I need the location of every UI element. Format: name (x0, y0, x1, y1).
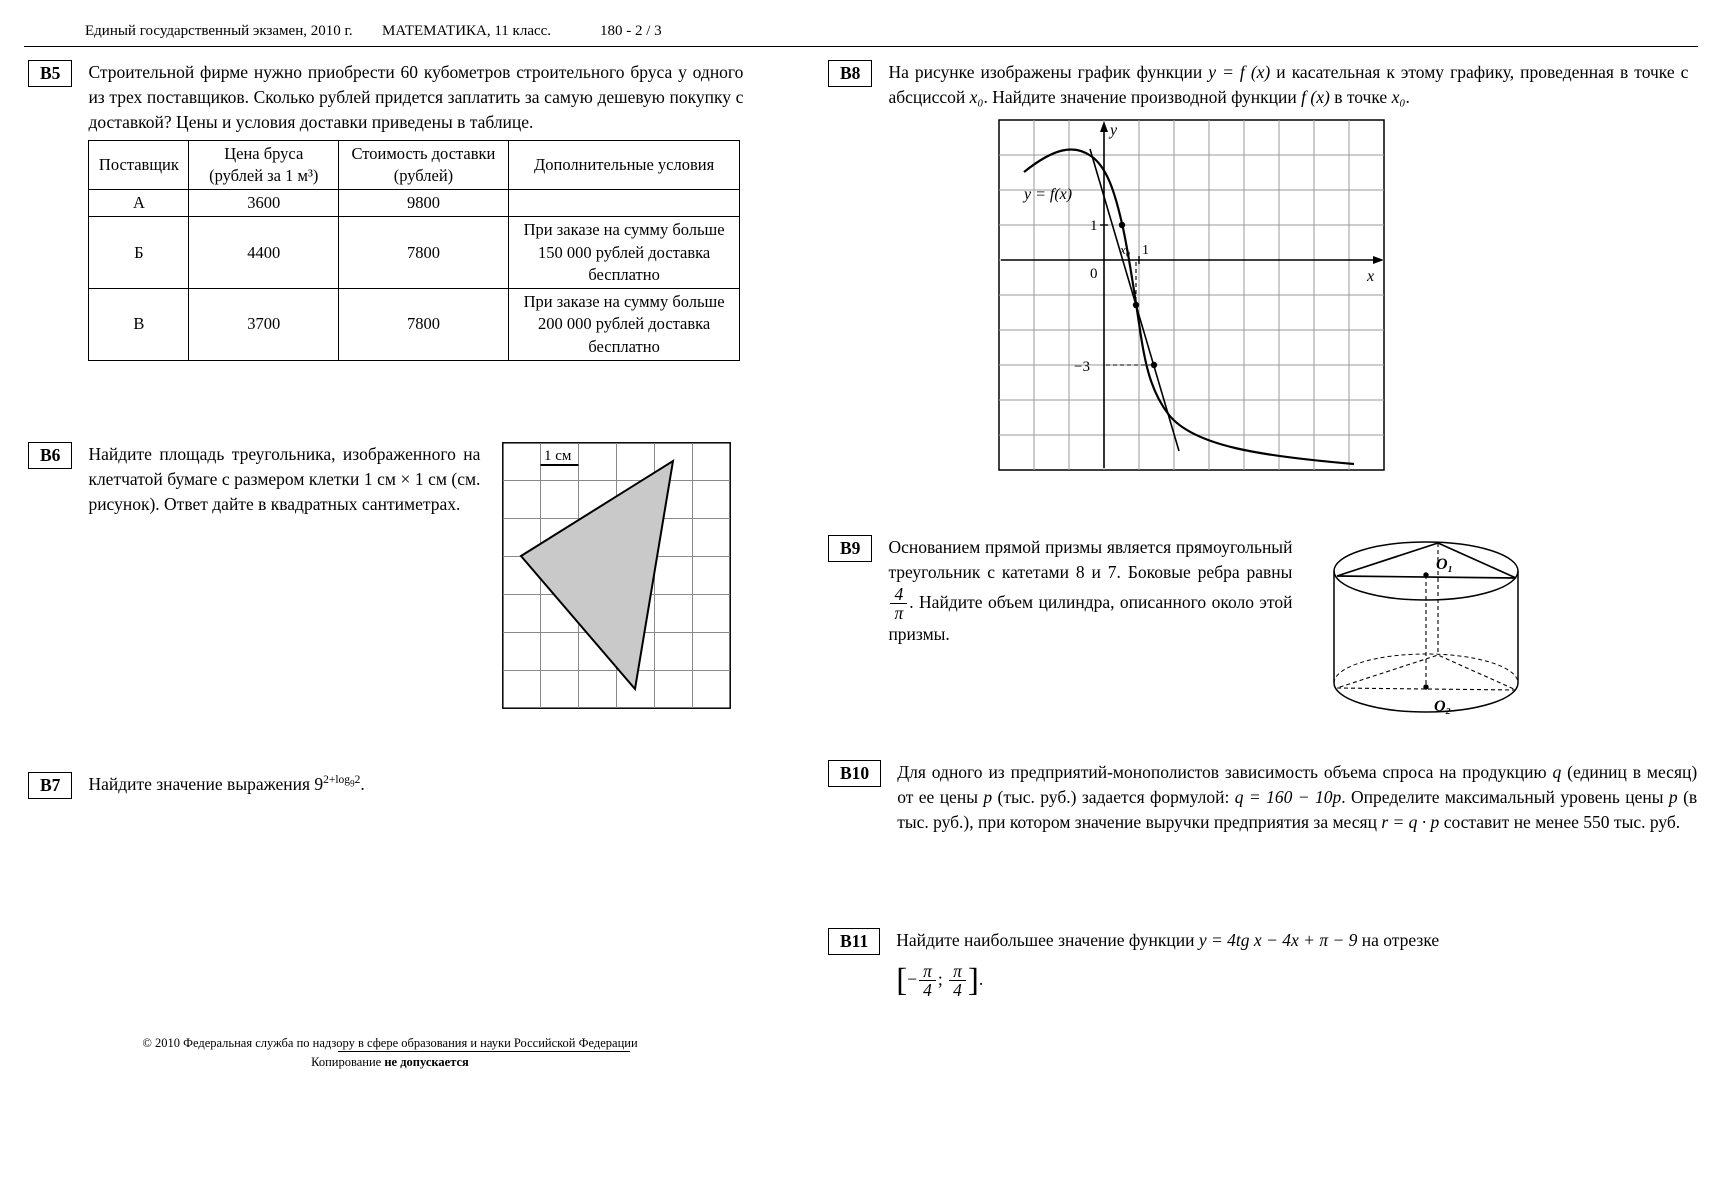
footer-copy-bold: не допускается (384, 1055, 469, 1069)
formula-fx: f (x) (1301, 86, 1330, 107)
fraction-4-pi (888, 585, 909, 623)
var-p: p (983, 786, 993, 807)
b10-body (897, 760, 1697, 835)
problem-label-b9: В9 (828, 535, 872, 562)
problem-b5-body (88, 60, 743, 361)
b11-text (896, 928, 1696, 953)
var-x0: x₀ (1391, 86, 1406, 107)
var-p: p (1668, 786, 1678, 807)
problem-b6 (28, 442, 788, 709)
header-rule (24, 46, 1698, 47)
b7-expression (314, 774, 360, 794)
b5-text: Строительной фирме нужно приобрести 60 кубометров строительного бруса у одного из трех поставщиков. Сколько рублей придется заплатить за самую дешевую покупку с доставкой? Цены и условия доставки приведены в таблице. (88, 62, 744, 132)
formula-function: y = 4tg x − 4x + π − 9 (1198, 930, 1358, 950)
text-segment: (единиц в месяц) от ее цены (897, 762, 1698, 807)
table-row (89, 217, 740, 289)
text-segment: (тыс. руб.) задается формулой: (992, 786, 1235, 807)
text-segment: . (1405, 86, 1410, 107)
text-segment: в точке (1329, 86, 1392, 107)
problem-label-b11: В11 (828, 928, 880, 955)
b7-body (88, 772, 364, 797)
b8-text (888, 60, 1688, 110)
expr-exponent (323, 774, 361, 789)
center-o1-dot (1424, 572, 1429, 577)
point-on-curve (1119, 221, 1125, 227)
b7-text: Найдите значение выражения (88, 774, 315, 794)
footer-copyright: © 2010 Федеральная служба по надзору в сфере образования и науки Российской Федерации (142, 1036, 638, 1050)
cell-supplier: Б (89, 217, 189, 289)
point-minus3 (1151, 361, 1157, 367)
origin-label: 0 (1090, 265, 1098, 282)
problem-b5 (28, 60, 768, 361)
fraction-pi-4 (947, 962, 968, 1000)
problem-b10 (828, 760, 1718, 835)
footer-rule (338, 1051, 630, 1052)
x-axis-arrow (1373, 256, 1384, 264)
cell-delivery: 7800 (339, 217, 509, 289)
fraction-denominator: 4 (923, 980, 932, 1001)
text-segment: Основанием прямой призмы является прямоугольный треугольник с катетами 8 и 7. Боковые ребра равны (888, 537, 1293, 582)
text-segment: составит не менее 550 тыс. руб. (1439, 811, 1681, 832)
var-q: q (1552, 762, 1562, 782)
header-page-number: 180 - 2 / 3 (600, 23, 662, 39)
problem-b7 (28, 772, 768, 799)
problem-label-b5: В5 (28, 60, 72, 87)
left-bracket: [ (896, 962, 908, 999)
problem-label-b6: В6 (28, 442, 72, 469)
text-segment: (в тыс. руб.), при котором значение выручки предприятия за месяц (897, 786, 1698, 832)
text-segment: . Найдите значение производной функции (983, 86, 1302, 107)
formula-y-fx: y = f (x) (1208, 62, 1271, 82)
header-exam-title: Единый государственный экзамен, 2010 г. (85, 23, 353, 39)
period: . (978, 968, 984, 989)
b5-table-header-row (89, 140, 740, 190)
o1-label: O₁ (1436, 556, 1454, 573)
y-axis-label: y (1110, 121, 1118, 139)
unit-label: 1 см (544, 448, 572, 464)
semicolon: ; (937, 968, 948, 989)
b9-body (888, 535, 1292, 647)
cell-price: 3700 (189, 289, 339, 361)
x1-label: 1 (1142, 242, 1150, 258)
col-header-supplier: Поставщик (89, 140, 189, 190)
formula-demand: q = 160 − 10p (1234, 786, 1342, 807)
right-bracket: ] (967, 962, 979, 999)
cell-price: 4400 (189, 217, 339, 289)
y1-label: 1 (1090, 217, 1098, 234)
text-segment: На рисунке изображены график функции (888, 62, 1209, 82)
grid-lines (999, 120, 1384, 470)
b8-graph-figure (998, 119, 1688, 478)
fraction-numerator: π (949, 962, 966, 981)
curve-label: y = f(x) (1024, 185, 1073, 203)
cell-conditions: При заказе на сумму больше 200 000 рублей доставка бесплатно (508, 289, 740, 361)
b8-body (888, 60, 1688, 478)
minus3-label: −3 (1074, 358, 1091, 375)
b11-body (896, 928, 1696, 1000)
triangle-shape (521, 461, 673, 689)
problem-label-b8: В8 (828, 60, 872, 87)
y-axis-arrow (1100, 121, 1108, 132)
fraction-denominator: 4 (953, 980, 962, 1001)
cell-delivery: 9800 (339, 190, 509, 217)
header-subject: МАТЕМАТИКА, 11 класс. (382, 23, 552, 39)
cell-supplier: В (89, 289, 189, 361)
var-x0: x₀ (969, 86, 984, 107)
table-row (89, 190, 740, 217)
x-axis-label: x (1367, 267, 1375, 285)
fraction-pi-4 (917, 962, 938, 1000)
problem-b9 (828, 535, 1718, 734)
center-o2-dot (1424, 684, 1429, 689)
problem-label-b10: В10 (828, 760, 881, 787)
b5-table (88, 140, 740, 361)
x0-label: x₀ (1120, 241, 1131, 257)
text-segment: . Найдите объем цилиндра, описанного около этой призмы. (888, 591, 1293, 645)
text-segment: Найдите наибольшее значение функции (896, 930, 1199, 950)
b11-interval (896, 962, 1696, 1000)
table-row (89, 289, 740, 361)
cell-price: 3600 (189, 190, 339, 217)
text-segment: Для одного из предприятий-монополистов зависимость объема спроса на продукцию (897, 762, 1553, 782)
footer-copy-notice (90, 1055, 690, 1070)
problem-label-b7: В7 (28, 772, 72, 799)
o2-label: O₂ (1434, 698, 1452, 715)
cell-supplier: А (89, 190, 189, 217)
cell-conditions (508, 190, 740, 217)
problem-b8 (828, 60, 1718, 478)
col-header-delivery: Стоимость доставки (рублей) (339, 140, 509, 190)
function-curve (1024, 149, 1354, 464)
text-segment: и касательная к этому графику, проведенная в точке с абсциссой (888, 62, 1689, 107)
problem-b11 (828, 928, 1718, 1000)
exp-post: 2 (354, 774, 361, 787)
fraction-numerator: 4 (890, 585, 907, 604)
minus-sign: − (907, 968, 918, 989)
text-segment: . Определите максимальный уровень цены (1341, 786, 1669, 807)
b6-text: Найдите площадь треугольника, изображенного на клетчатой бумаге с размером клетки 1 см × 1 см (см. рисунок). Ответ дайте в квадратных сантиметрах. (88, 444, 481, 514)
cell-conditions: При заказе на сумму больше 150 000 рублей доставка бесплатно (508, 217, 740, 289)
expr-base: 9 (314, 774, 324, 794)
b6-grid-figure (502, 442, 731, 709)
col-header-conditions: Дополнительные условия (508, 140, 740, 190)
cell-delivery: 7800 (339, 289, 509, 361)
log-base: 9 (350, 778, 355, 789)
fraction-numerator: π (919, 962, 936, 981)
footer-copy-pre: Копирование (311, 1055, 385, 1069)
b8-graph-svg (998, 119, 1385, 471)
text-segment: на отрезке (1357, 930, 1440, 950)
exp-pre: 2+log (323, 774, 351, 787)
col-header-price: Цена бруса (рублей за 1 м³) (189, 140, 339, 190)
b7-period: . (360, 774, 365, 794)
b9-cylinder-figure (1318, 529, 1543, 734)
tangency-point (1133, 301, 1139, 307)
formula-revenue: r = q · p (1381, 811, 1440, 832)
fraction-denominator: π (894, 603, 904, 624)
